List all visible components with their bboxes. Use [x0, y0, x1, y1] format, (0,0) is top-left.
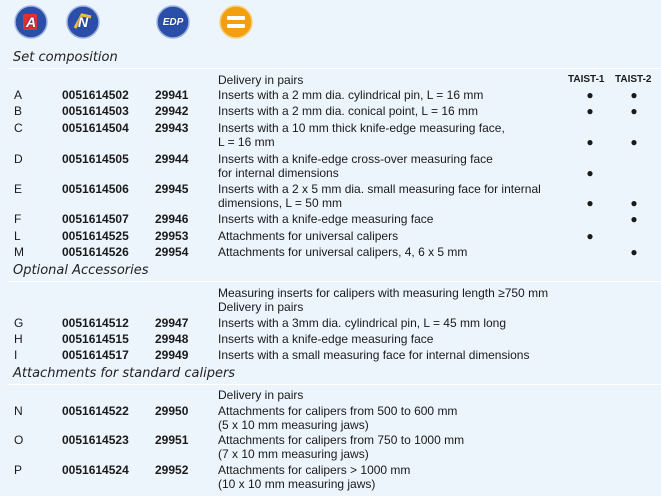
delivery-note: Delivery in pairs: [218, 300, 304, 314]
item-code: 29947: [155, 316, 189, 330]
description: Attachments for calipers > 1000 mm: [218, 463, 411, 477]
article-number: 0051614505: [62, 152, 129, 166]
item-code: 29942: [155, 104, 189, 118]
row-letter: O: [14, 433, 24, 447]
section-title-optional-accessories: Optional Accessories: [13, 263, 149, 278]
row-letter: L: [14, 229, 21, 243]
article-number: 0051614525: [62, 229, 129, 243]
description: Inserts with a 2 mm dia. cylindrical pin, L = 16 mm: [218, 88, 484, 102]
article-number: 0051614526: [62, 245, 129, 259]
description-line2: (10 x 10 mm measuring jaws): [218, 477, 376, 491]
article-number: 0051614507: [62, 212, 129, 226]
taist1-mark: ●: [586, 88, 594, 102]
row-letter: D: [14, 152, 23, 166]
article-number: 0051614517: [62, 348, 129, 362]
taist2-mark: ●: [630, 196, 638, 210]
article-number: 0051614506: [62, 182, 129, 196]
taist1-mark: ●: [586, 229, 594, 243]
a-badge-label: A: [25, 14, 37, 30]
description-line2: (7 x 10 mm measuring jaws): [218, 447, 369, 461]
section-title-set-composition: Set composition: [13, 50, 118, 65]
edp-badge-icon: [156, 5, 190, 39]
row-letter: G: [14, 316, 24, 330]
description: Inserts with a knife-edge measuring face: [218, 212, 434, 226]
row-letter: N: [14, 404, 23, 418]
row-letter: F: [14, 212, 22, 226]
description: Attachments for calipers from 500 to 600 mm: [218, 404, 458, 418]
item-code: 29948: [155, 332, 189, 346]
article-number: 0051614523: [62, 433, 129, 447]
description: Inserts with a 10 mm thick knife-edge measuring face,: [218, 121, 505, 135]
article-number: 0051614515: [62, 332, 129, 346]
row-letter: H: [14, 332, 23, 346]
article-number: 0051614503: [62, 104, 129, 118]
article-number: 0051614504: [62, 121, 129, 135]
item-code: 29951: [155, 433, 189, 447]
description: Attachments for calipers from 750 to 1000 mm: [218, 433, 465, 447]
divider: [8, 68, 661, 69]
description-line2: L = 16 mm: [218, 135, 275, 149]
row-letter: E: [14, 182, 23, 196]
row-letter: M: [14, 245, 24, 259]
description-line2: dimensions, L = 50 mm: [218, 196, 342, 210]
taist1-mark: ●: [586, 135, 594, 149]
row-letter: C: [14, 121, 23, 135]
row-letter: B: [14, 104, 23, 118]
divider: [8, 384, 661, 385]
taist1-mark: ●: [586, 166, 594, 180]
description: Inserts with a small measuring face for internal dimensions: [218, 348, 530, 362]
edp-badge-label: EDP: [162, 16, 184, 28]
taist2-mark: ●: [630, 245, 638, 259]
description-line2: for internal dimensions: [218, 166, 339, 180]
delivery-note: Delivery in pairs: [218, 73, 304, 87]
description: Inserts with a knife-edge cross-over measuring face: [218, 152, 493, 166]
icon-strip: [14, 5, 264, 41]
article-number: 0051614522: [62, 404, 129, 418]
taist1-mark: ●: [586, 104, 594, 118]
section-title-attachments: Attachments for standard calipers: [13, 366, 236, 381]
article-number: 0051614512: [62, 316, 129, 330]
equals-badge-icon: [219, 5, 253, 39]
col-header-taist2: TAIST-2: [615, 74, 652, 85]
article-number: 0051614502: [62, 88, 129, 102]
description: Inserts with a 2 x 5 mm dia. small measuring face for internal: [218, 182, 541, 196]
item-code: 29952: [155, 463, 189, 477]
nu-badge-label: N: [77, 14, 89, 30]
item-code: 29954: [155, 245, 189, 259]
nu-badge-icon: [66, 5, 100, 39]
description-line2: (5 x 10 mm measuring jaws): [218, 418, 369, 432]
description: Inserts with a knife-edge measuring face: [218, 332, 434, 346]
item-code: 29946: [155, 212, 189, 226]
item-code: 29949: [155, 348, 189, 362]
item-code: 29943: [155, 121, 189, 135]
taist2-mark: ●: [630, 104, 638, 118]
description: Attachments for universal calipers: [218, 229, 399, 243]
item-code: 29950: [155, 404, 189, 418]
row-letter: I: [14, 348, 18, 362]
item-code: 29953: [155, 229, 189, 243]
a-badge-icon: [14, 5, 48, 39]
row-letter: A: [14, 88, 23, 102]
taist2-mark: ●: [630, 135, 638, 149]
col-header-taist1: TAIST-1: [568, 74, 605, 85]
delivery-note: Delivery in pairs: [218, 388, 304, 402]
taist1-mark: ●: [586, 196, 594, 210]
row-letter: P: [14, 463, 23, 477]
item-code: 29945: [155, 182, 189, 196]
description: Inserts with a 3mm dia. cylindrical pin, L = 45 mm long: [218, 316, 507, 330]
divider: [8, 281, 661, 282]
item-code: 29941: [155, 88, 189, 102]
taist2-mark: ●: [630, 212, 638, 226]
article-number: 0051614524: [62, 463, 129, 477]
description: Attachments for universal calipers, 4, 6 x 5 mm: [218, 245, 468, 259]
item-code: 29944: [155, 152, 189, 166]
description: Inserts with a 2 mm dia. conical point, L = 16 mm: [218, 104, 478, 118]
taist2-mark: ●: [630, 88, 638, 102]
measuring-note: Measuring inserts for calipers with measuring length ≥750 mm: [218, 286, 549, 300]
